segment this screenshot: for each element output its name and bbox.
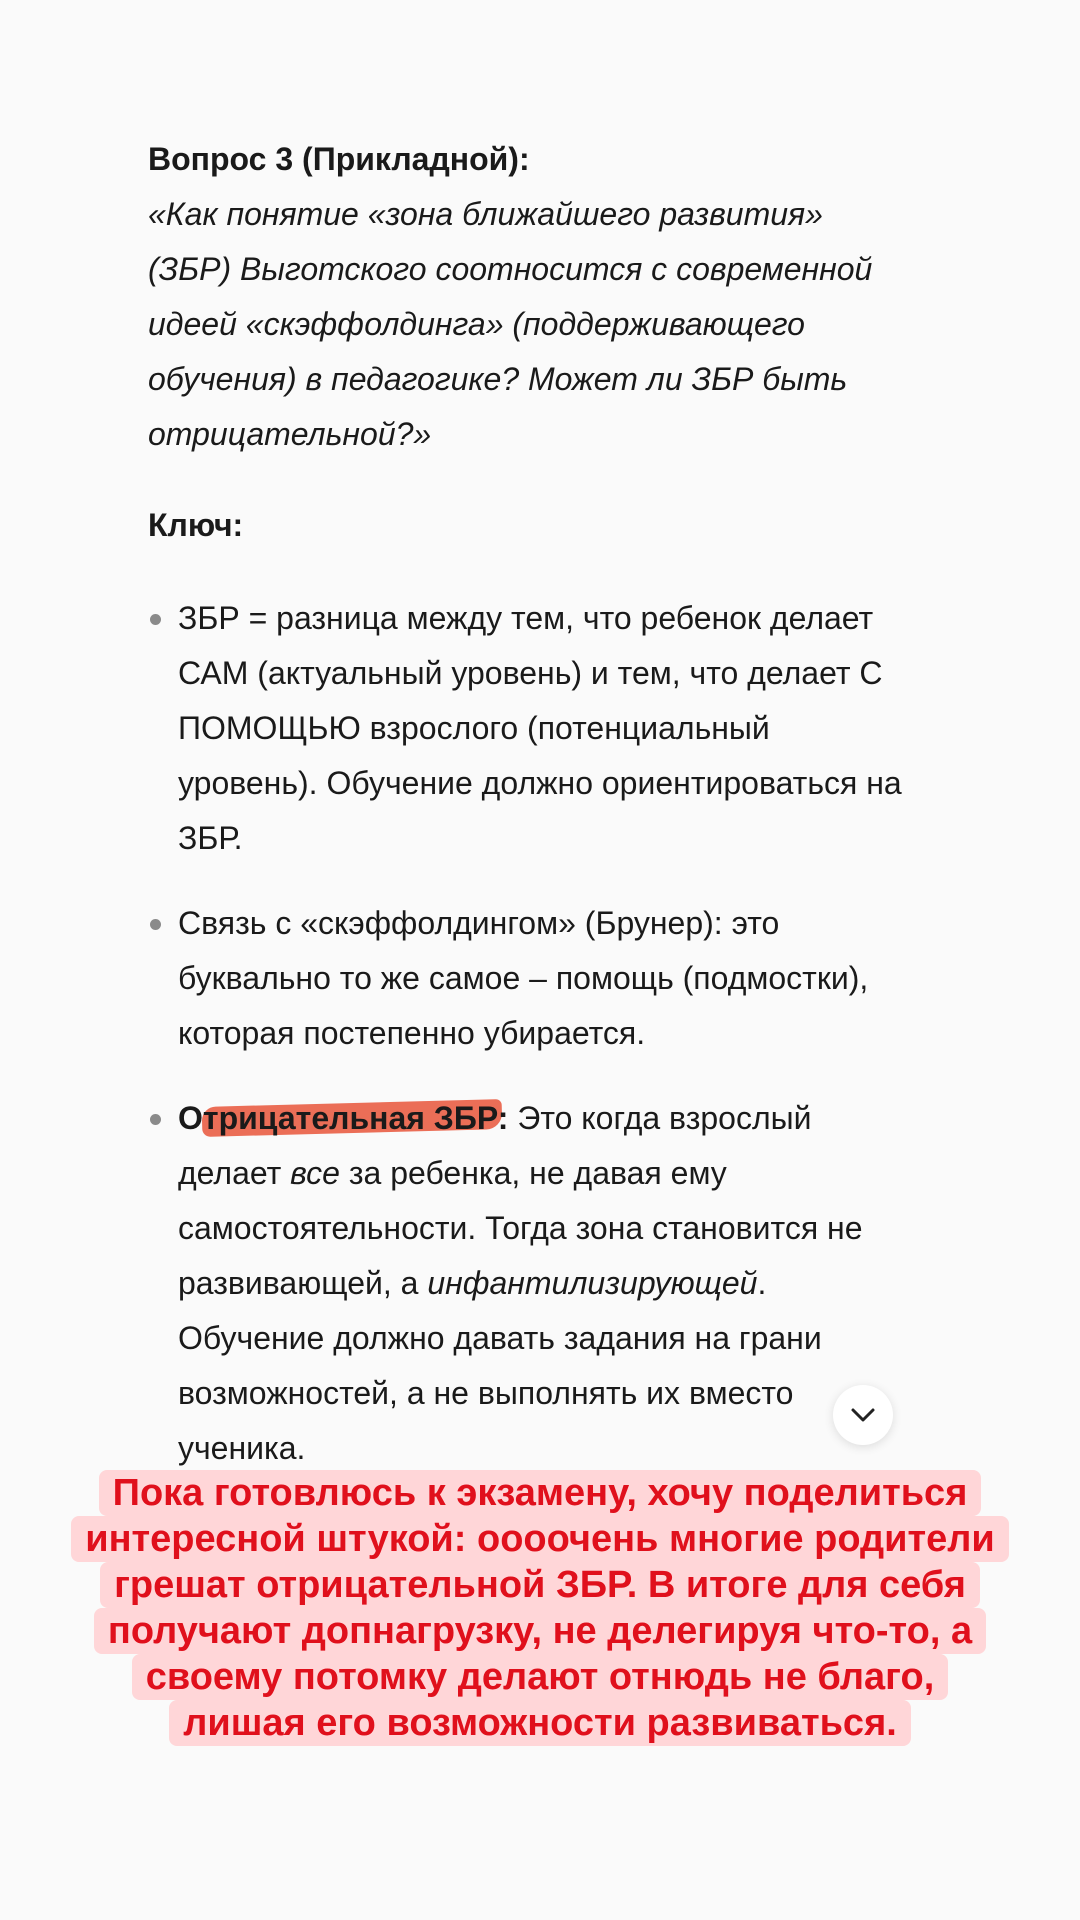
highlighted-term-text: Отрицательная ЗБР:: [178, 1100, 509, 1136]
chevron-down-icon: [850, 1407, 876, 1423]
bullet-text-part: за ребенка, не давая ему самостоятельности. Тогда зона становится не развивающей, а: [178, 1155, 863, 1301]
bullet-text-part: Это когда взрослый делает: [178, 1100, 812, 1191]
bullet-text: Связь с «скэффолдингом» (Брунер): это буквально то же самое – помощь (подмостки), которая постепенно убирается.: [178, 905, 869, 1051]
caption-line: лишая его возможности развиваться.: [169, 1700, 911, 1746]
caption-line: Пока готовлюсь к экзамену, хочу поделиться: [99, 1470, 982, 1516]
bullet-text-part: . Обучение должно давать задания на грани возможностей, а не выполнять их вместо ученика.: [178, 1265, 822, 1466]
key-bullet-1: [148, 591, 908, 866]
scroll-down-button[interactable]: [833, 1385, 893, 1445]
key-bullet-list: [148, 591, 908, 1476]
story-caption: [48, 1470, 1032, 1746]
key-title: Ключ:: [148, 507, 244, 543]
bullet-emphasis: инфантилизирующей: [427, 1265, 758, 1301]
article-content: [148, 132, 908, 1506]
bullet-dot-icon: [150, 919, 161, 930]
bullet-text: ЗБР = разница между тем, что ребенок делает САМ (актуальный уровень) и тем, что делает С ПОМОЩЬЮ взрослого (потенциальный уровень). Обучение должно ориентироваться на ЗБР.: [178, 600, 902, 856]
caption-line: интересной штукой: оооочень многие родители: [71, 1516, 1009, 1562]
highlighted-term: [178, 1091, 508, 1146]
caption-line: получают допнагрузку, не делегируя что-то, а: [94, 1608, 986, 1654]
caption-line: грешат отрицательной ЗБР. В итоге для себя: [100, 1562, 980, 1608]
question-text: «Как понятие «зона ближайшего развития» (ЗБР) Выготского соотносится с современной идеей «скэффолдинга» (поддерживающего обучения) в педагогике? Может ли ЗБР быть отрицательной?»: [148, 196, 873, 452]
bullet-emphasis: все: [290, 1155, 340, 1191]
question-title: Вопрос 3 (Прикладной):: [148, 141, 530, 177]
key-bullet-2: [148, 896, 908, 1061]
caption-line: своему потомку делают отнюдь не благо,: [132, 1654, 949, 1700]
bullet-dot-icon: [150, 1114, 161, 1125]
key-bullet-3: [148, 1091, 908, 1476]
bullet-dot-icon: [150, 614, 161, 625]
